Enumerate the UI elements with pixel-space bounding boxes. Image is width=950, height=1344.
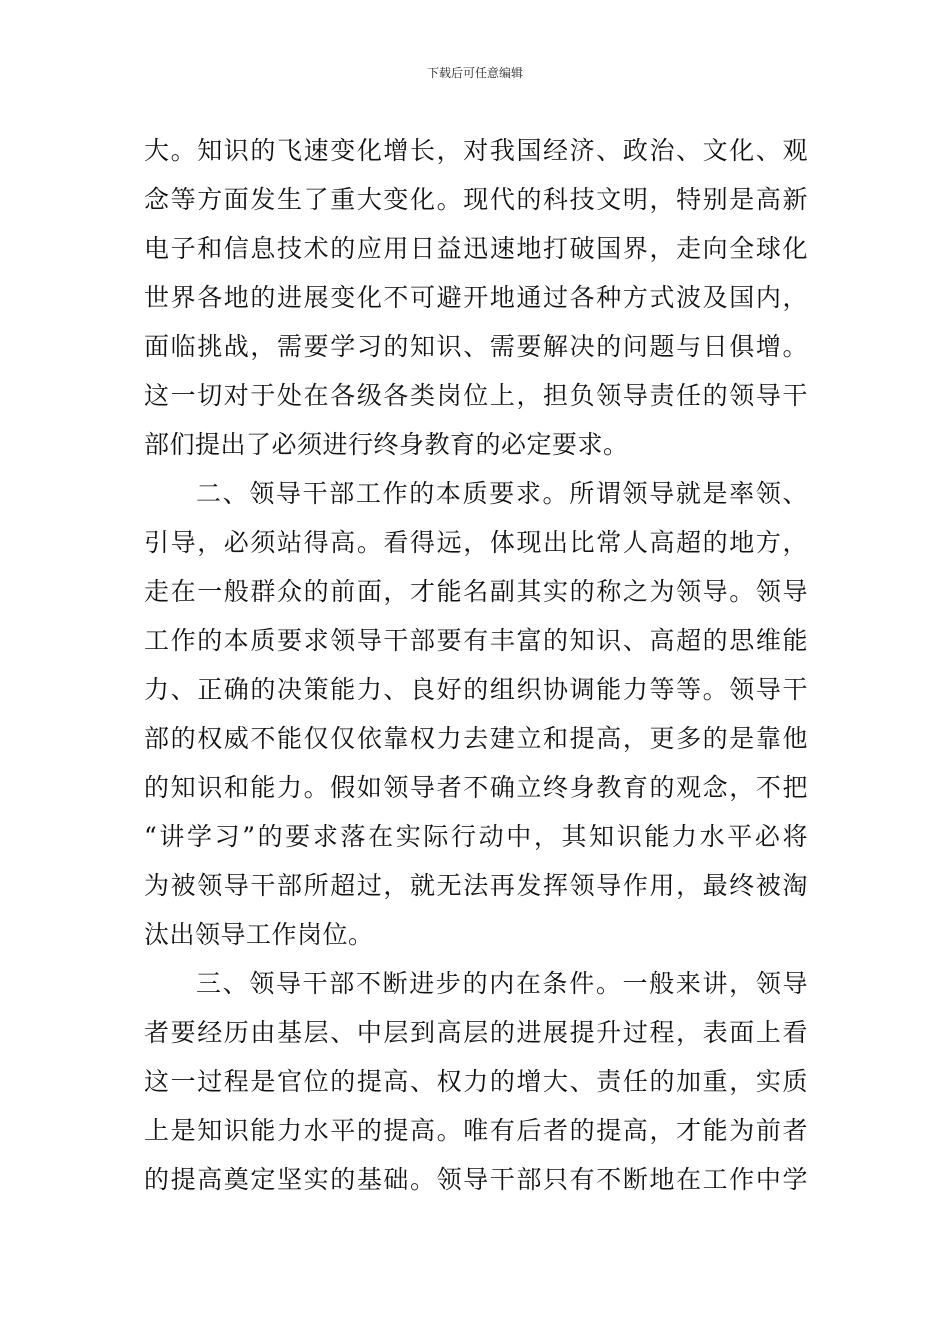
text-line: 这一切对于处在各级各类岗位上，担负领导责任的领导干 [144, 381, 808, 410]
text-line: 的提高奠定坚实的基础。领导干部只有不断地在工作中学 [144, 1165, 808, 1194]
text-line: 这一过程是官位的提高、权力的增大、责任的加重，实质 [144, 1067, 808, 1096]
text-line: 汰出领导工作岗位。 [144, 920, 374, 949]
text-line: 大。知识的飞速变化增长，对我国经济、政治、文化、观 [144, 136, 808, 165]
text-line: 二、领导干部工作的本质要求。所谓领导就是率领、 [196, 479, 808, 508]
text-line: 引导，必须站得高。看得远，体现出比常人高超的地方， [144, 528, 808, 557]
page-header: 下载后可任意编辑 [426, 66, 523, 80]
text-line: 三、领导干部不断进步的内在条件。一般来讲，领导 [196, 969, 808, 998]
document-body [144, 126, 808, 1204]
text-line: 面临挑战，需要学习的知识、需要解决的问题与日俱增。 [144, 332, 808, 361]
text-line: 念等方面发生了重大变化。现代的科技文明，特别是高新 [144, 185, 808, 214]
text-line: 部们提出了必须进行终身教育的必定要求。 [144, 430, 629, 459]
text-line: 电子和信息技术的应用日益迅速地打破国界，走向全球化 [144, 234, 808, 263]
text-line: 者要经历由基层、中层到高层的进展提升过程，表面上看 [144, 1018, 808, 1047]
text-line: “讲学习”的要求落在实际行动中，其知识能力水平必将 [144, 822, 808, 851]
text-line: 力、正确的决策能力、良好的组织协调能力等等。领导干 [144, 675, 808, 704]
text-line: 的知识和能力。假如领导者不确立终身教育的观念，不把 [144, 773, 808, 802]
text-line: 世界各地的进展变化不可避开地通过各种方式波及国内， [144, 283, 808, 312]
text-line: 上是知识能力水平的提高。唯有后者的提高，才能为前者 [144, 1116, 808, 1145]
text-line: 走在一般群众的前面，才能名副其实的称之为领导。领导 [144, 577, 808, 606]
text-line: 部的权威不能仅仅依靠权力去建立和提高，更多的是靠他 [144, 724, 808, 753]
text-line: 工作的本质要求领导干部要有丰富的知识、高超的思维能 [144, 626, 808, 655]
text-line: 为被领导干部所超过，就无法再发挥领导作用，最终被淘 [144, 871, 808, 900]
